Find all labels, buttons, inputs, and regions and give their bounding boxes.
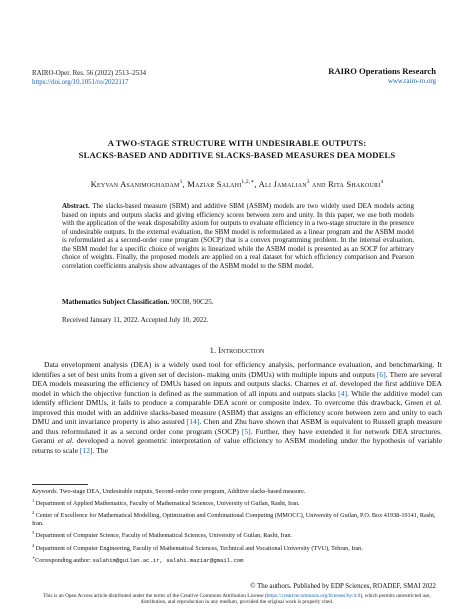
abstract-label: Abstract. [62, 202, 90, 210]
affiliation-text: Department of Computer Engineering, Faculty of Mathematical Sciences, Technical and Vocational University (TVU), Tehran, Iran. [35, 544, 363, 552]
received-dates: Received January 11, 2022. Accepted July 10, 2022. [62, 316, 209, 324]
author-list [20, 179, 454, 189]
body-text-run: . While the additive model can identify efficient DMUs, it fails to produce a comparable DEA score or composite index. To overcome this drawback, Green [32, 388, 442, 408]
copyright-notice: © The authors. Published by EDP Sciences, ROADEF, SMAI 2022 [250, 583, 436, 590]
affiliation [32, 542, 442, 553]
affiliation [32, 497, 442, 508]
keywords [32, 488, 442, 496]
affiliation-text: Center of Excellence for Mathematical Modelling, Optimization and Combinational Computing (MMOCC), University of Guilan, P.O. Box 41938-19141, Rasht, Iran. [32, 512, 436, 528]
license-notice [32, 593, 442, 606]
journal-name: RAIRO Operations Research [328, 66, 436, 76]
author-sup: 4 [380, 179, 384, 186]
journal-reference: RAIRO-Oper. Res. 56 (2022) 2513–2534 [32, 70, 147, 77]
msc-label: Mathematics Subject Classification. [62, 298, 170, 306]
author-name: Rita Shakouri [327, 179, 381, 189]
author-name: Keyvan Asanimoghadam [90, 179, 180, 189]
affiliation [32, 529, 442, 540]
introduction-paragraph [32, 360, 442, 455]
et-al: et al. [57, 436, 74, 446]
author-separator: , [182, 179, 188, 189]
body-text-run: Data envelopment analysis (DEA) is a widely used tool for efficiency analysis, performance evaluation, and benchmarking. It identifies a set of best units from a given set of decision- making units (DMUs) with multiple inputs and outputs [32, 360, 442, 379]
body-text-run: developed the first additive DEA model in which the objective function is defined as the summation of all inputs and outputs slacks [32, 379, 442, 398]
license-text: This is an Open Access article distributed under the terms of the Creative Commons Attribution License ( [43, 593, 267, 599]
et-al: et al. [321, 379, 338, 389]
journal-header-left [32, 69, 146, 87]
citation-link[interactable]: [14] [186, 417, 200, 427]
title-line-1: A TWO-STAGE STRUCTURE WITH UNDESIRABLE OUTPUTS: [107, 138, 367, 148]
license-link[interactable]: https://creativecommons.org/licenses/by/4.0 [266, 593, 361, 599]
doi-link[interactable]: https://doi.org/10.1051/ro/2022117 [32, 79, 129, 86]
affiliation-sup: 2 [32, 510, 35, 516]
affiliation-sup: 3 [32, 530, 35, 536]
affiliation-sup: 4 [32, 542, 35, 548]
journal-site-link[interactable]: www.rairo-ro.org [387, 77, 436, 85]
msc-value: 90C08, 90C25. [170, 298, 214, 306]
title-line-2: SLACKS-BASED AND ADDITIVE SLACKS-BASED MEASURES DEA MODELS [78, 149, 396, 160]
msc-line [62, 298, 414, 306]
section-title: Introduction [218, 345, 265, 355]
paper-title [30, 138, 444, 161]
section-number: 1. [209, 345, 217, 355]
body-text-run: improved this model with an additive slacks-based measure (ASBM) that assigns an efficiency score between zero and unity to each DMU and unit invariance property is also assured [32, 407, 442, 427]
corresponding-emails[interactable]: salahim@guilan.ac.ir, salahi.maziar@gmail.com [92, 556, 244, 564]
footnotes [32, 488, 442, 566]
affiliation [32, 509, 442, 527]
body-text-run: . The [92, 445, 108, 455]
license-text: ), which permits unrestricted use, distribution, and reproduction in any medium, provided the original work is properly cited. [140, 593, 431, 606]
author-sup: 1,2,∗ [241, 179, 255, 186]
citation-link[interactable]: [12] [79, 445, 93, 455]
keywords-text: Two-stage DEA, Undesirable outputs, Second-order cone program, Additive slacks-based measure. [59, 488, 306, 495]
citation-link[interactable]: [6] [376, 369, 386, 379]
affiliation-text: Department of Computer Science, Faculty of Mathematical Sciences, University of Guilan, Rasht, Iran. [35, 532, 292, 540]
author-separator: and [309, 179, 328, 189]
author-sup: 3 [306, 179, 310, 186]
footnote-rule [32, 484, 88, 485]
abstract [62, 202, 414, 270]
journal-header-right [328, 67, 436, 86]
body-text-run: . Further, they have extended it for network DEA structures. Gerami [32, 426, 442, 446]
author-separator: , [254, 179, 259, 189]
abstract-text: The slacks-based measure (SBM) and additive SBM (ASBM) models are two widely used DEA models acting based on inputs and outputs slacks and giving efficiency scores between zero and unity. In this paper, we use both models with the application of the weak disposability axiom for outputs to evaluate efficiency in a two-stage structure in the presence of undesirable outputs. In the external evaluation, the SBM model is reformulated as a linear program and the ASBM model is reformulated as a second-order cone program (SOCP) that is a convex programming problem. In the internal evaluation, the SBM model for a specific choice of weights is linearized while the ASBM model is presented as an SOCP for arbitrary choice of weights. Finally, the proposed models are applied on a real dataset for which efficiency comparison and Pearson correlation coefficients analysis show advantages of the ASBM model to the SBM model. [62, 202, 415, 270]
citation-link[interactable]: [5] [241, 426, 251, 436]
section-heading [30, 345, 444, 355]
affiliation-text: Department of Applied Mathematics, Faculty of Mathematical Sciences, University of Guilan, Rasht, Iran. [35, 500, 300, 508]
body-text-run: . There are several DEA models measuring the efficiency of DMUs based on inputs and outputs slacks. Charnes [32, 369, 442, 389]
et-al: et al. [426, 398, 443, 408]
author-name: Ali Jamalian [258, 179, 307, 189]
keywords-label: Keywords. [32, 488, 59, 495]
body-text-run: developed a novel geometric interpretation of value efficiency to ASBM modeling under the hypothesis of variable returns to scale [32, 436, 442, 455]
affiliation-sup: 1 [32, 498, 35, 504]
author-name: Maziar Salahi [187, 179, 242, 189]
citation-link[interactable]: [4] [338, 388, 348, 398]
corresponding-author [32, 554, 442, 565]
body-text-run: . Chen and Zhu have shown that ASBM is equivalent to Russell graph measure and thus reformulated it as a second order cone program (SOCP) [32, 417, 442, 436]
corresponding-label: Corresponding author: [35, 556, 93, 564]
corresponding-sup: ∗ [32, 554, 36, 560]
author-sup: 1 [179, 179, 183, 186]
